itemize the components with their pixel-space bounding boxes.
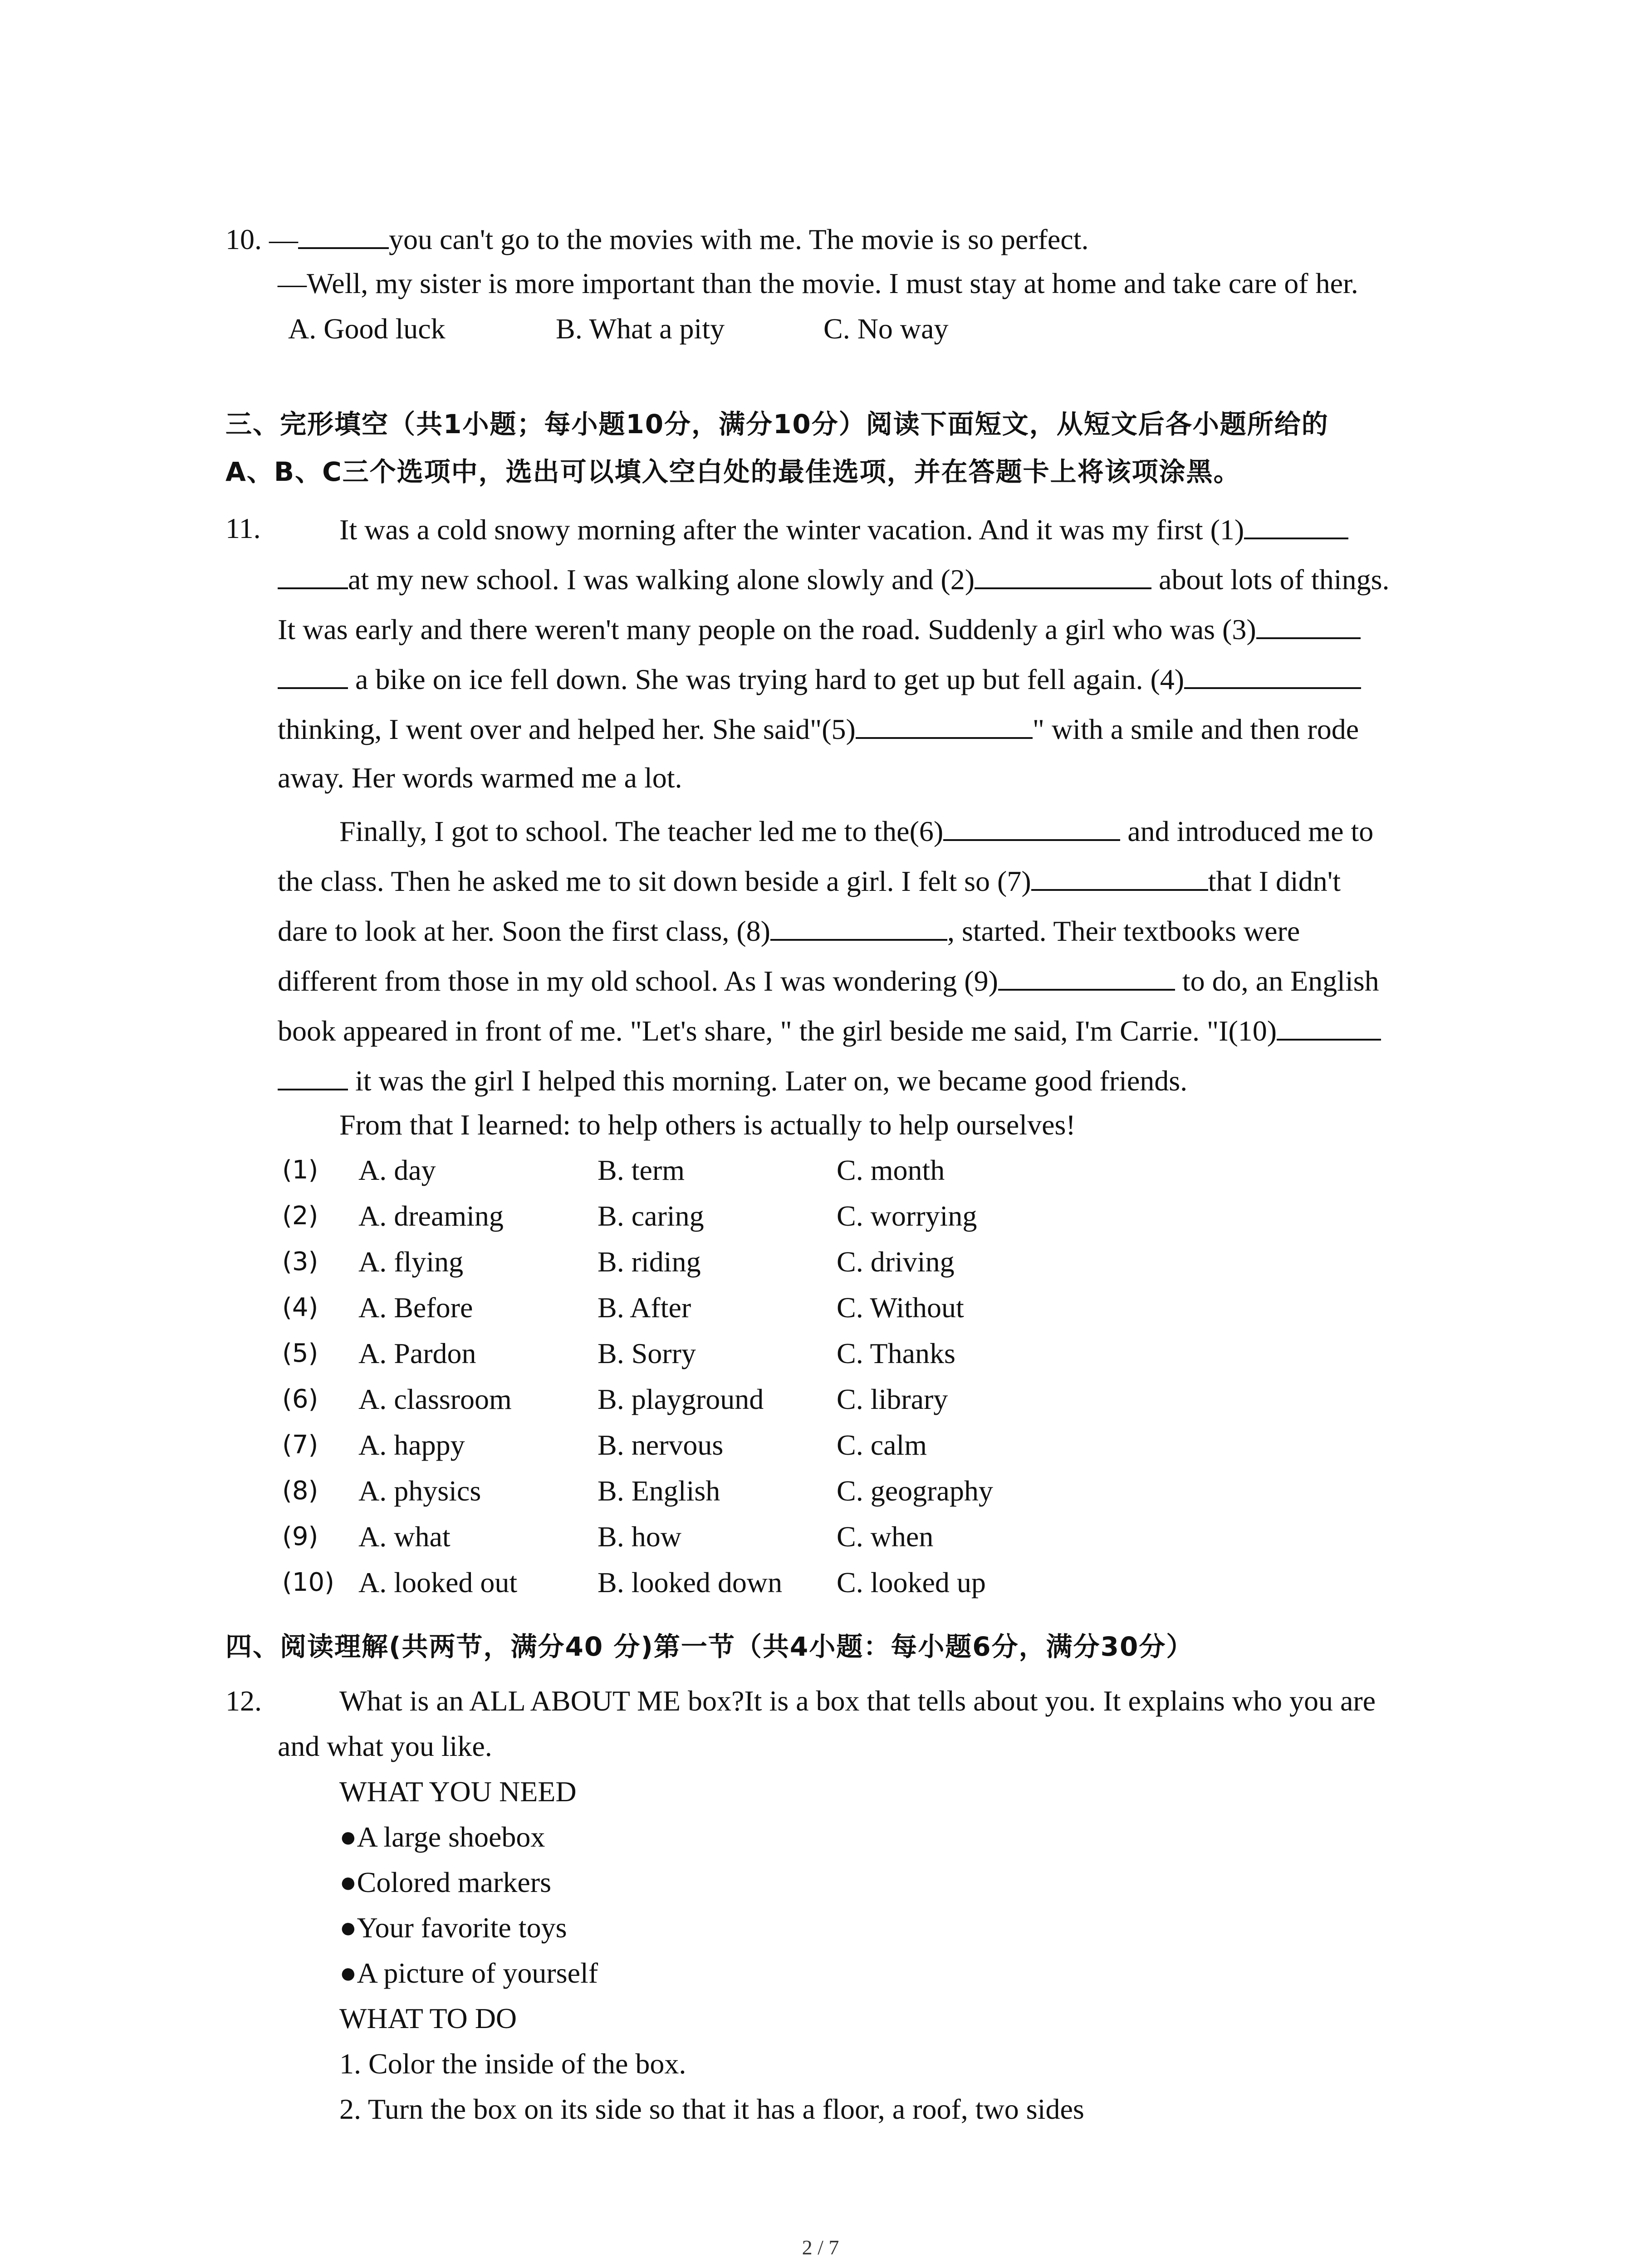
passage-text: dare to look at her. Soon the first class, (8): [278, 915, 770, 947]
passage-line: [278, 660, 1361, 698]
passage-line: away. Her words warmed me a lot.: [278, 762, 682, 794]
answer-blank: [856, 710, 1033, 739]
what-you-need-title: WHAT YOU NEED: [339, 1775, 577, 1808]
section-3-heading-line-2: A、B、C三个选项中，选出可以填入空白处的最佳选项，并在答题卡上将该项涂黑。: [225, 456, 1241, 487]
passage-text: about lots of things.: [1151, 563, 1390, 596]
option-row-number: (3): [282, 1247, 318, 1276]
question-10-line-2: —Well, my sister is more important than the movie. I must stay at home and take care of her.: [278, 267, 1358, 299]
passage-text: " with a smile and then rode: [1032, 713, 1359, 745]
passage-text: It was a cold snowy morning after the winter vacation. And it was my first (1): [339, 513, 1244, 546]
answer-blank: [1184, 660, 1361, 689]
answer-blank: [975, 560, 1151, 589]
option-a: A. Before: [358, 1291, 473, 1324]
option-b: B. nervous: [598, 1429, 724, 1461]
need-item: ●A picture of yourself: [339, 1957, 598, 1989]
answer-blank: [278, 560, 348, 589]
option-c: C. calm: [837, 1429, 927, 1461]
answer-blank: [943, 812, 1120, 841]
answer-blank: [1031, 862, 1208, 891]
passage-line: [278, 710, 1359, 748]
option-c: C. month: [837, 1154, 945, 1186]
answer-blank: [278, 1061, 348, 1090]
option-c: C. worrying: [837, 1200, 977, 1232]
passage-text: Finally, I got to school. The teacher led me to the(6): [339, 815, 944, 847]
option-a: A. looked out: [358, 1566, 518, 1598]
question-10-option-a: A. Good luck: [288, 313, 446, 345]
passage-text: to do, an English: [1175, 965, 1379, 997]
option-b: B. After: [598, 1291, 691, 1324]
question-10-option-b: B. What a pity: [556, 313, 725, 345]
option-row-number: (8): [282, 1476, 318, 1505]
option-a: A. physics: [358, 1475, 481, 1507]
do-item: 2. Turn the box on its side so that it has a floor, a roof, two sides: [339, 2093, 1084, 2125]
option-b: B. term: [598, 1154, 685, 1186]
option-row-number: (7): [282, 1430, 318, 1460]
page-number: 2 / 7: [802, 2236, 839, 2259]
passage-text: at my new school. I was walking alone slowly and (2): [348, 563, 975, 596]
do-item: 1. Color the inside of the box.: [339, 2048, 686, 2080]
passage-text: it was the girl I helped this morning. Later on, we became good friends.: [348, 1065, 1188, 1097]
passage-text: the class. Then he asked me to sit down beside a girl. I felt so (7): [278, 865, 1031, 897]
option-row-number: (2): [282, 1201, 318, 1231]
question-10-stem: you can't go to the movies with me. The movie is so perfect.: [389, 223, 1089, 255]
need-item: ●Your favorite toys: [339, 1911, 567, 1944]
passage-text: It was early and there weren't many people on the road. Suddenly a girl who was (3): [278, 613, 1256, 645]
passage-line: [278, 912, 1300, 949]
answer-blank: [298, 220, 389, 249]
option-b: B. how: [598, 1520, 681, 1553]
passage-line: [278, 560, 1389, 598]
option-c: C. geography: [837, 1475, 993, 1507]
passage-line: [278, 1012, 1381, 1049]
passage-line: [278, 862, 1341, 899]
passage-line: [339, 812, 1373, 850]
what-to-do-title: WHAT TO DO: [339, 2002, 517, 2034]
option-a: A. what: [358, 1520, 451, 1553]
option-row-number: (6): [282, 1384, 318, 1414]
option-c: C. library: [837, 1383, 948, 1415]
question-12-line-2: and what you like.: [278, 1730, 492, 1762]
question-11-number: 11.: [225, 512, 261, 544]
option-b: B. Sorry: [598, 1337, 696, 1369]
option-b: B. riding: [598, 1246, 701, 1278]
option-c: C. looked up: [837, 1566, 986, 1598]
option-b: B. playground: [598, 1383, 764, 1415]
question-12-number: 12.: [225, 1685, 262, 1717]
option-row-number: (9): [282, 1522, 318, 1551]
question-10-number: 10.: [225, 223, 262, 255]
option-a: A. dreaming: [358, 1200, 504, 1232]
option-c: C. Without: [837, 1291, 964, 1324]
question-12-line-1: What is an ALL ABOUT ME box?It is a box that tells about you. It explains who you are: [339, 1685, 1376, 1717]
option-row-number: (4): [282, 1293, 318, 1322]
option-a: A. flying: [358, 1246, 464, 1278]
option-c: C. Thanks: [837, 1337, 955, 1369]
question-10-option-c: C. No way: [823, 313, 949, 345]
passage-line: [278, 962, 1379, 999]
passage-text: and introduced me to: [1120, 815, 1374, 847]
passage-text: different from those in my old school. As I was wondering (9): [278, 965, 998, 997]
answer-blank: [278, 660, 348, 689]
passage-text: , started. Their textbooks were: [947, 915, 1300, 947]
option-b: B. English: [598, 1475, 720, 1507]
section-3-heading-line-1: 三、完形填空（共1小题；每小题10分，满分10分）阅读下面短文，从短文后各小题所给的: [225, 409, 1329, 440]
answer-blank: [1277, 1012, 1381, 1041]
answer-blank: [1244, 510, 1348, 539]
option-c: C. driving: [837, 1246, 955, 1278]
passage-text: that I didn't: [1208, 865, 1341, 897]
option-b: B. caring: [598, 1200, 704, 1232]
option-a: A. classroom: [358, 1383, 512, 1415]
option-row-number: (5): [282, 1339, 318, 1368]
need-item: ●Colored markers: [339, 1866, 551, 1898]
answer-blank: [998, 962, 1175, 991]
question-10-line-1: [225, 220, 1088, 258]
answer-blank: [1256, 610, 1361, 639]
option-row-number: (1): [282, 1155, 318, 1185]
answer-blank: [770, 912, 947, 941]
passage-line: [278, 610, 1361, 648]
option-b: B. looked down: [598, 1566, 783, 1598]
need-item: ●A large shoebox: [339, 1821, 545, 1853]
passage-text: thinking, I went over and helped her. She said"(5): [278, 713, 856, 745]
passage-text: book appeared in front of me. "Let's share, " the girl beside me said, I'm Carrie. "I(10): [278, 1015, 1277, 1047]
option-a: A. happy: [358, 1429, 465, 1461]
section-4-heading: 四、阅读理解(共两节，满分40 分)第一节（共4小题：每小题6分，满分30分）: [225, 1631, 1194, 1662]
option-row-number: (10): [282, 1568, 334, 1597]
dash: —: [269, 223, 298, 255]
option-a: A. Pardon: [358, 1337, 476, 1369]
passage-line: [339, 510, 1348, 548]
passage-line: [278, 1061, 1187, 1099]
option-c: C. when: [837, 1520, 934, 1553]
passage-text: a bike on ice fell down. She was trying hard to get up but fell again. (4): [348, 663, 1185, 695]
option-a: A. day: [358, 1154, 436, 1186]
passage-line: From that I learned: to help others is actually to help ourselves!: [339, 1109, 1076, 1141]
